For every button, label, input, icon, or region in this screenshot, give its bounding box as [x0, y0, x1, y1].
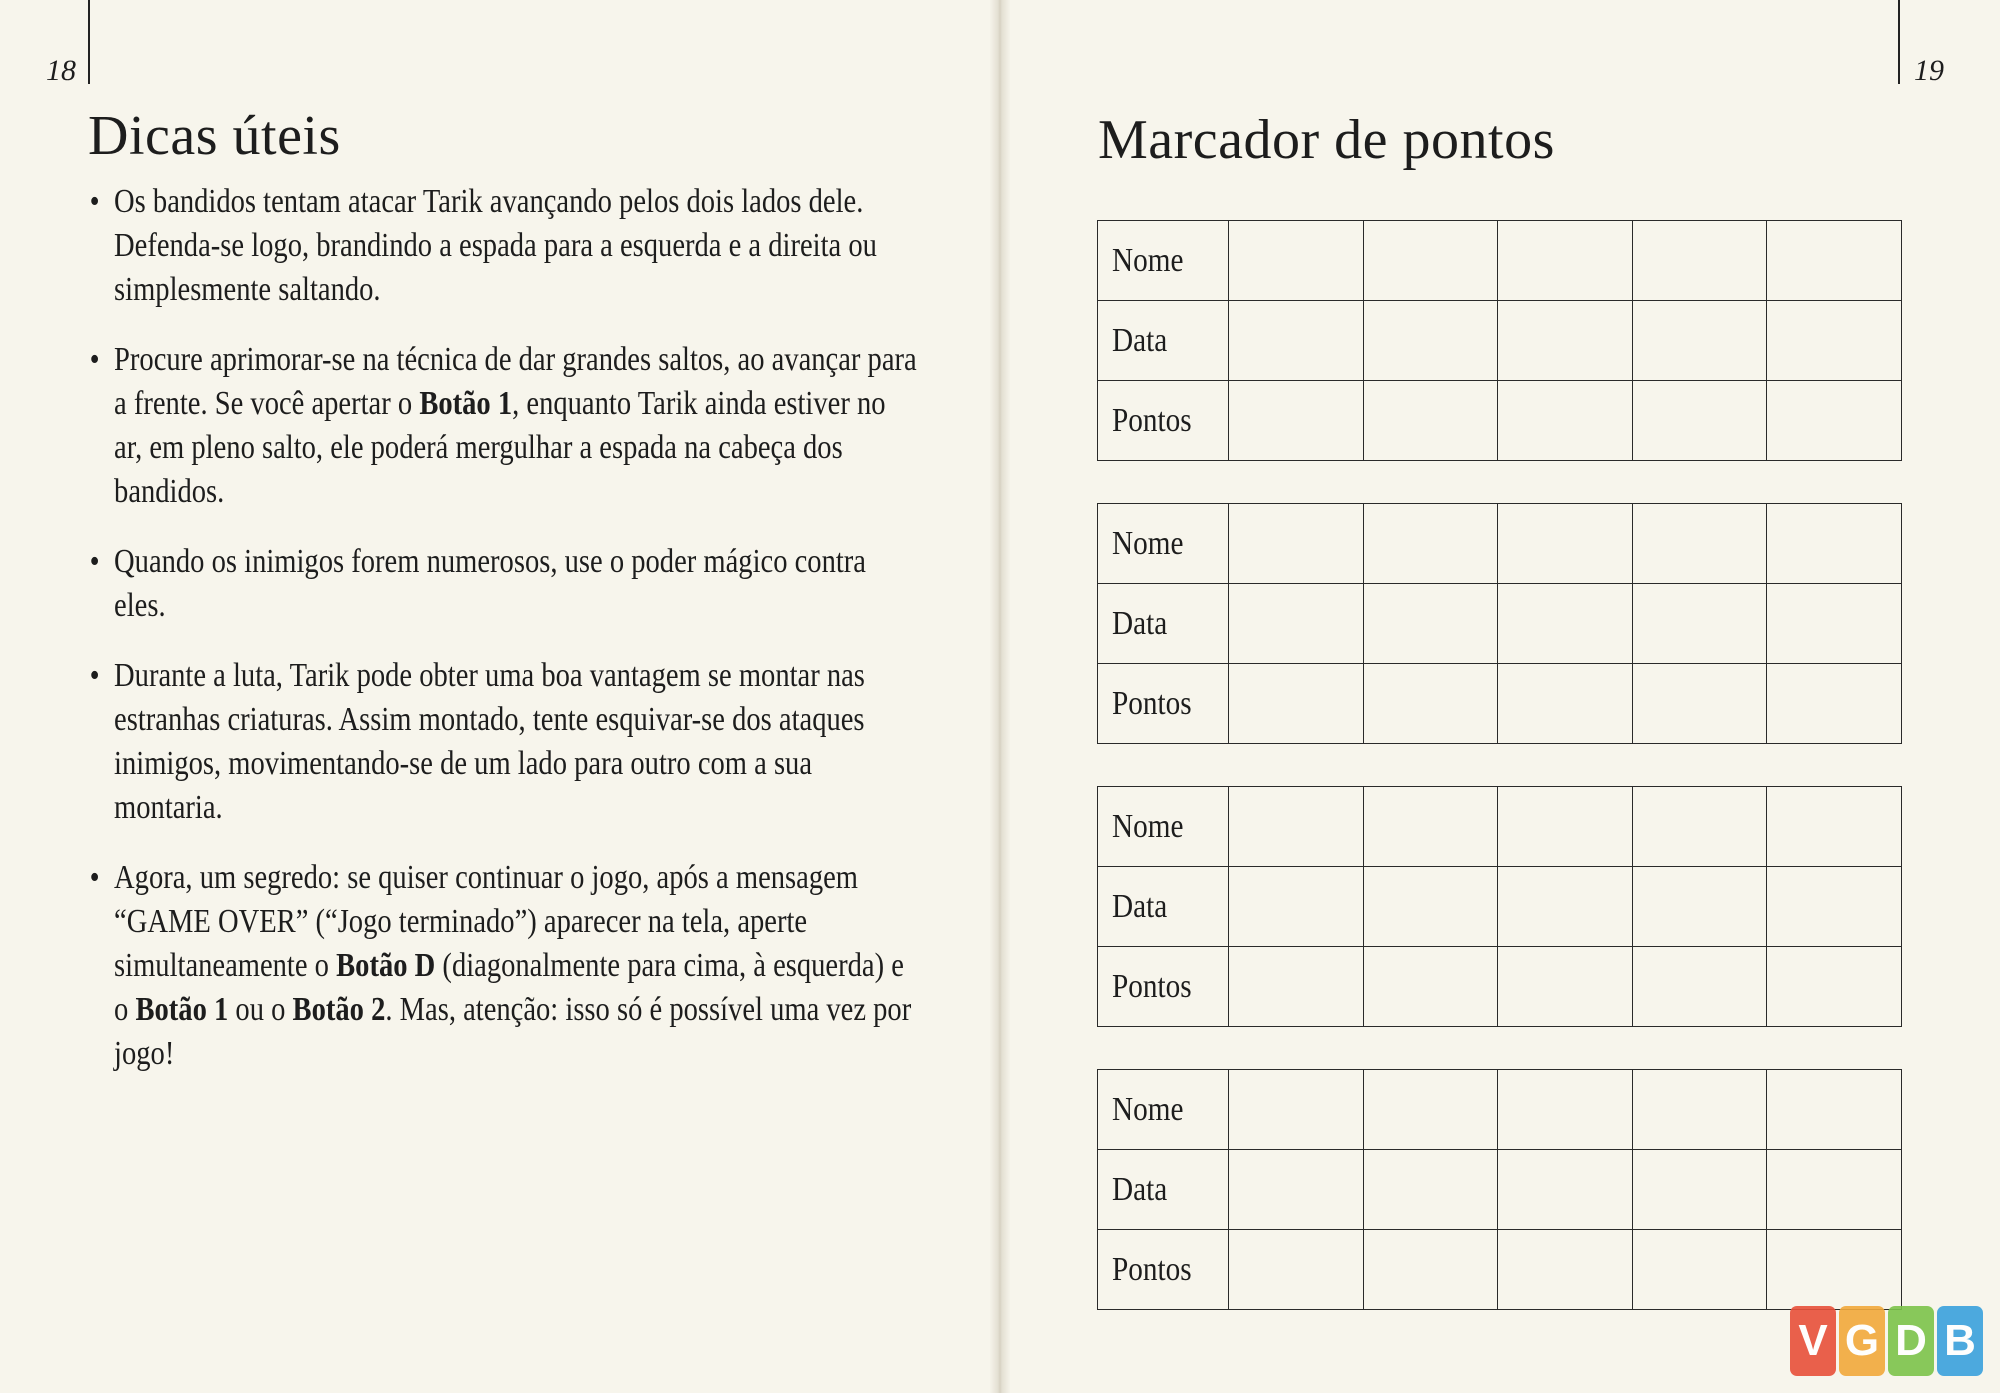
score-table: [1097, 1069, 1902, 1310]
bullet-icon: •: [89, 859, 100, 896]
score-blank-cell[interactable]: [1229, 947, 1364, 1027]
score-blank-cell[interactable]: [1632, 221, 1767, 301]
score-blank-cell[interactable]: [1229, 1070, 1364, 1150]
score-row: [1098, 1230, 1902, 1310]
score-blank-cell[interactable]: [1632, 664, 1767, 744]
score-row: [1098, 867, 1902, 947]
score-blank-cell[interactable]: [1363, 787, 1498, 867]
tip-text: [114, 338, 920, 514]
tip-bold-term: Botão D: [336, 947, 436, 984]
score-blank-cell[interactable]: [1229, 1230, 1364, 1310]
book-spine: [990, 0, 1010, 1393]
score-row-label: [1098, 221, 1229, 301]
score-blank-cell[interactable]: [1363, 221, 1498, 301]
score-blank-cell[interactable]: [1498, 301, 1633, 381]
score-blank-cell[interactable]: [1632, 301, 1767, 381]
score-row: [1098, 664, 1902, 744]
logo-letter-tile: D: [1888, 1306, 1934, 1376]
score-blank-cell[interactable]: [1229, 504, 1364, 584]
tip-item: [88, 654, 954, 830]
score-blank-cell[interactable]: [1498, 947, 1633, 1027]
score-row-label-text: Pontos: [1112, 401, 1192, 439]
score-row-label: [1098, 1150, 1229, 1230]
score-blank-cell[interactable]: [1767, 381, 1902, 461]
score-blank-cell[interactable]: [1767, 947, 1902, 1027]
score-blank-cell[interactable]: [1632, 787, 1767, 867]
score-blank-cell[interactable]: [1767, 1150, 1902, 1230]
score-blank-cell[interactable]: [1229, 1150, 1364, 1230]
tip-text-segment: Agora, um segredo: se quiser continuar o jogo, após a mensagem “GAME OVER” (“Jogo terminado”) aparecer na tela, aperte simultaneamente o: [114, 859, 859, 984]
score-row-label-text: Data: [1112, 887, 1168, 925]
score-blank-cell[interactable]: [1363, 867, 1498, 947]
score-blank-cell[interactable]: [1767, 504, 1902, 584]
score-row-label: [1098, 1070, 1229, 1150]
score-blank-cell[interactable]: [1363, 1230, 1498, 1310]
page-number-right: 19: [1914, 54, 1944, 87]
tip-bold-term: Botão 2: [292, 991, 386, 1028]
tip-text-segment: Durante a luta, Tarik pode obter uma boa vantagem se montar nas estranhas criaturas. Assim montado, tente esquivar-se dos ataques inimigos, movimentando-se de um lado para outro com a sua montaria.: [114, 657, 865, 826]
score-blank-cell[interactable]: [1498, 867, 1633, 947]
score-row-label: [1098, 664, 1229, 744]
score-row-label-text: Nome: [1112, 1090, 1184, 1128]
score-blank-cell[interactable]: [1498, 1150, 1633, 1230]
score-blank-cell[interactable]: [1363, 381, 1498, 461]
score-blank-cell[interactable]: [1498, 504, 1633, 584]
tip-text: [114, 856, 920, 1076]
score-blank-cell[interactable]: [1229, 787, 1364, 867]
tip-item: [88, 338, 954, 514]
score-blank-cell[interactable]: [1767, 1070, 1902, 1150]
score-blank-cell[interactable]: [1767, 664, 1902, 744]
tips-list: [88, 180, 928, 1102]
score-blank-cell[interactable]: [1498, 1070, 1633, 1150]
logo-letter-tile: G: [1839, 1306, 1885, 1376]
score-row: [1098, 1070, 1902, 1150]
page-number-left: 18: [46, 54, 76, 87]
score-blank-cell[interactable]: [1498, 787, 1633, 867]
tip-item: [88, 180, 954, 312]
logo-letter-tile: B: [1937, 1306, 1983, 1376]
score-row: [1098, 947, 1902, 1027]
right-page-rule: [1898, 0, 1900, 84]
score-row-label: [1098, 584, 1229, 664]
score-row: [1098, 1150, 1902, 1230]
tip-item: [88, 856, 954, 1076]
score-blank-cell[interactable]: [1632, 504, 1767, 584]
score-blank-cell[interactable]: [1498, 584, 1633, 664]
score-blank-cell[interactable]: [1363, 947, 1498, 1027]
score-blank-cell[interactable]: [1632, 1070, 1767, 1150]
score-blank-cell[interactable]: [1498, 1230, 1633, 1310]
score-row-label: [1098, 1230, 1229, 1310]
score-blank-cell[interactable]: [1767, 1230, 1902, 1310]
score-row-label-text: Pontos: [1112, 1250, 1192, 1288]
tip-item: [88, 540, 954, 628]
bullet-icon: •: [89, 657, 100, 694]
score-blank-cell[interactable]: [1767, 787, 1902, 867]
score-blank-cell[interactable]: [1632, 1150, 1767, 1230]
score-blank-cell[interactable]: [1498, 664, 1633, 744]
score-table: [1097, 220, 1902, 461]
score-row: [1098, 301, 1902, 381]
score-row: [1098, 381, 1902, 461]
score-blank-cell[interactable]: [1767, 867, 1902, 947]
score-blank-cell[interactable]: [1229, 664, 1364, 744]
score-row: [1098, 787, 1902, 867]
bullet-icon: •: [89, 543, 100, 580]
score-blank-cell[interactable]: [1363, 1070, 1498, 1150]
score-row-label: [1098, 947, 1229, 1027]
score-row-label-text: Pontos: [1112, 684, 1192, 722]
score-blank-cell[interactable]: [1229, 221, 1364, 301]
score-row-label: [1098, 504, 1229, 584]
tip-text: [114, 654, 920, 830]
score-row-label: [1098, 787, 1229, 867]
score-blank-cell[interactable]: [1632, 867, 1767, 947]
score-blank-cell[interactable]: [1498, 221, 1633, 301]
bullet-icon: •: [89, 183, 100, 220]
score-blank-cell[interactable]: [1229, 381, 1364, 461]
left-page-rule: [88, 0, 90, 84]
score-row-label: [1098, 867, 1229, 947]
score-blank-cell[interactable]: [1632, 381, 1767, 461]
score-row-label-text: Data: [1112, 604, 1168, 642]
score-row-label: [1098, 381, 1229, 461]
tip-text-segment: . Mas, atenção: isso só é possível uma vez por jogo!: [114, 991, 912, 1072]
score-table: [1097, 786, 1902, 1027]
score-row: [1098, 504, 1902, 584]
score-row-label-text: Pontos: [1112, 967, 1192, 1005]
score-blank-cell[interactable]: [1363, 664, 1498, 744]
score-blank-cell[interactable]: [1363, 1150, 1498, 1230]
tip-text-segment: (diagonalmente para cima, à esquerda) e o: [114, 947, 904, 1028]
score-blank-cell[interactable]: [1229, 867, 1364, 947]
tip-text-segment: Procure aprimorar-se na técnica de dar grandes saltos, ao avançar para a frente. Se você apertar o: [114, 341, 917, 422]
score-blank-cell[interactable]: [1363, 584, 1498, 664]
score-row-label: [1098, 301, 1229, 381]
score-row-label-text: Nome: [1112, 524, 1184, 562]
score-title: Marcador de pontos: [1098, 109, 1555, 171]
tip-bold-term: Botão 1: [135, 991, 229, 1028]
tip-text: [114, 540, 920, 628]
score-blank-cell[interactable]: [1229, 584, 1364, 664]
score-blank-cell[interactable]: [1632, 1230, 1767, 1310]
tip-text-segment: Os bandidos tentam atacar Tarik avançando pelos dois lados dele. Defenda-se logo, brandindo a espada para a esquerda e a direita ou simplesmente saltando.: [114, 183, 877, 308]
score-row-label-text: Data: [1112, 321, 1168, 359]
score-blank-cell[interactable]: [1363, 301, 1498, 381]
score-blank-cell[interactable]: [1767, 301, 1902, 381]
score-blank-cell[interactable]: [1632, 947, 1767, 1027]
score-blank-cell[interactable]: [1767, 584, 1902, 664]
score-row: [1098, 584, 1902, 664]
tip-text: [114, 180, 920, 312]
score-blank-cell[interactable]: [1363, 504, 1498, 584]
logo-letter-tile: V: [1790, 1306, 1836, 1376]
score-blank-cell[interactable]: [1632, 584, 1767, 664]
tip-text-segment: Quando os inimigos forem numerosos, use o poder mágico contra eles.: [114, 543, 866, 624]
score-row-label-text: Data: [1112, 1170, 1168, 1208]
tips-title: Dicas úteis: [88, 105, 341, 167]
score-row: [1098, 221, 1902, 301]
score-row-label-text: Nome: [1112, 807, 1184, 845]
tip-bold-term: Botão 1: [419, 385, 513, 422]
score-blank-cell[interactable]: [1767, 221, 1902, 301]
bullet-icon: •: [89, 341, 100, 378]
score-blank-cell[interactable]: [1229, 301, 1364, 381]
score-row-label-text: Nome: [1112, 241, 1184, 279]
score-table: [1097, 503, 1902, 744]
vgdb-logo: [1790, 1306, 1983, 1382]
tip-text-segment: ou o: [228, 991, 293, 1028]
score-blank-cell[interactable]: [1498, 381, 1633, 461]
tip-text-segment: , enquanto Tarik ainda estiver no ar, em pleno salto, ele poderá mergulhar a espada na cabeça dos bandidos.: [114, 385, 886, 510]
